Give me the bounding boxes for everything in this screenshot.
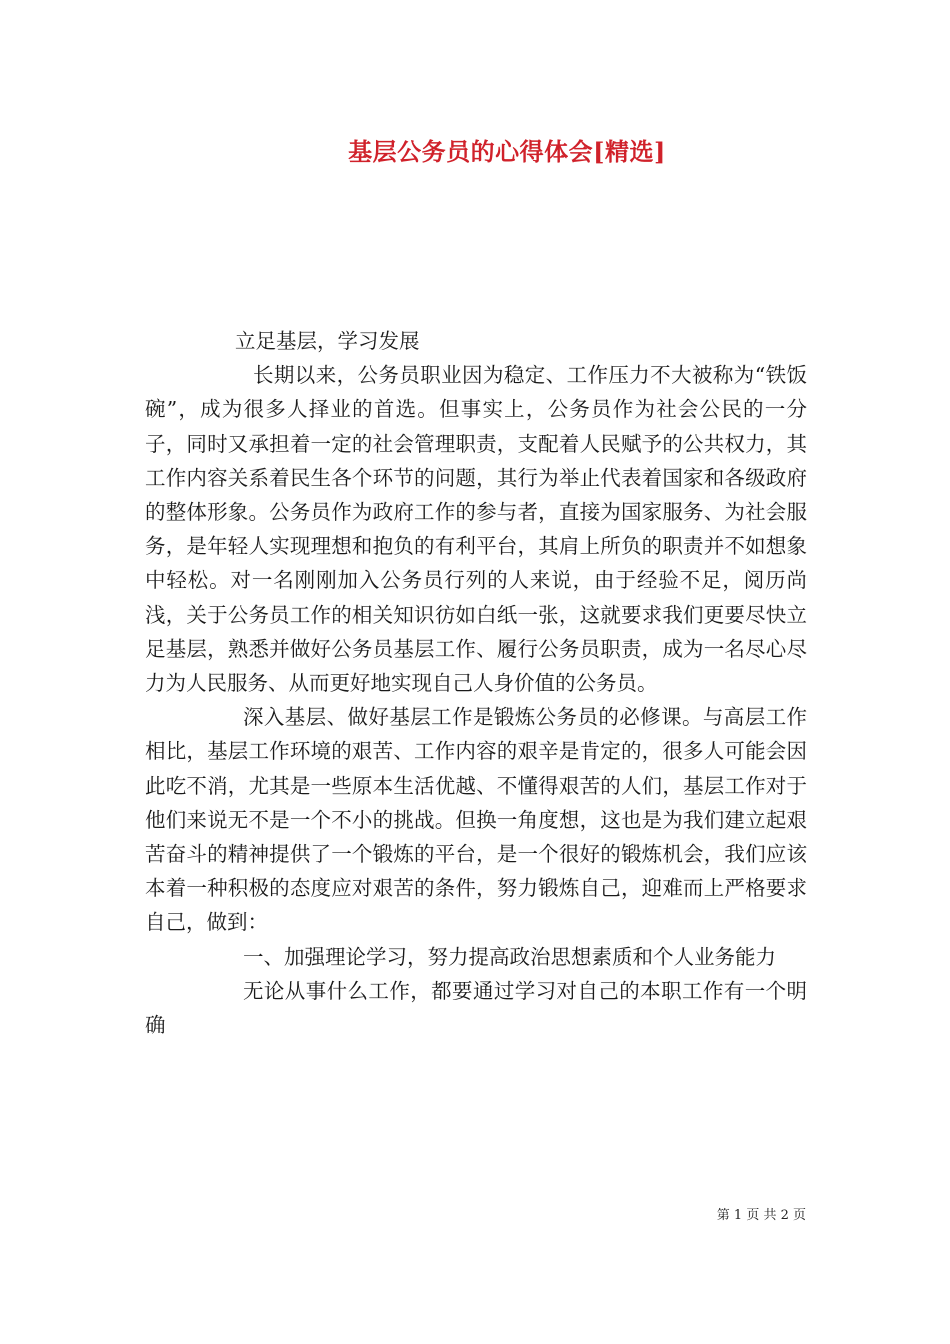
section-subheading: 立足基层，学习发展 [235, 329, 420, 353]
numbered-heading: 一、加强理论学习，努力提高政治思想素质和个人业务能力 [243, 944, 776, 969]
paragraph: 深入基层、做好基层工作是锻炼公务员的必修课。与高层工作相比，基层工作环境的艰苦、工作内容的艰辛是肯定的，很多人可能会因此吃不消，尤其是一些原本生活优越、不懂得艰苦的人们，基层工作对于他们来说无不是一个不小的挑战。但换一角度想，这也是为我们建立起艰苦奋斗的精神提供了一个锻炼的平台，是一个很好的锻炼机会，我们应该本着一种积极的态度应对艰苦的条件，努力锻炼自己，迎难而上严格要求自己，做到： [145, 705, 807, 935]
document-title: 基层公务员的心得体会[精选] [348, 137, 666, 166]
page-number: 第 1 页 共 2 页 [716, 1208, 806, 1223]
paragraph: 长期以来，公务员职业因为稳定、工作压力不大被称为“铁饭碗”，成为很多人择业的首选。但事实上，公务员作为社会公民的一分子，同时又承担着一定的社会管理职责，支配着人民赋予的公共权力，其工作内容关系着民生各个环节的问题，其行为举止代表着国家和各级政府的整体形象。公务员作为政府工作的参与者，直接为国家服务、为社会服务，是年轻人实现理想和抱负的有利平台，其肩上所负的职责并不如想象中轻松。对一名刚刚加入公务员行列的人来说，由于经验不足，阅历尚浅，关于公务员工作的相关知识彷如白纸一张，这就要求我们更要尽快立足基层，熟悉并做好公务员基层工作、履行公务员职责，成为一名尽心尽力为人民服务、从而更好地实现自己人身价值的公务员。 [145, 363, 807, 696]
paragraph: 无论从事什么工作，都要通过学习对自己的本职工作有一个明确 [145, 978, 807, 1038]
document-body [145, 324, 807, 1042]
